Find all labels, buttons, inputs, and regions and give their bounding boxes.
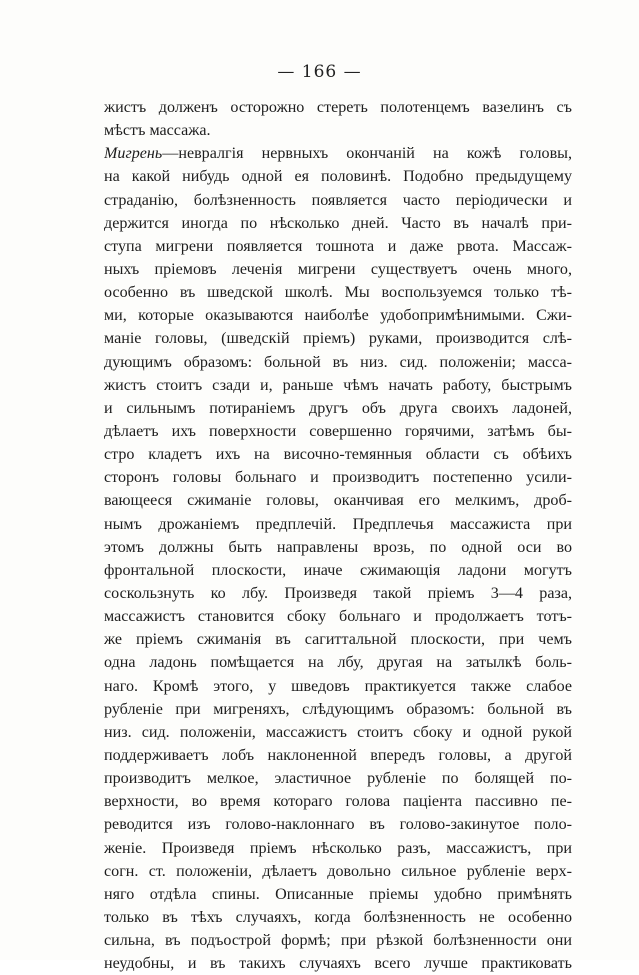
text-line: невралгія нервныхъ окончаній на кожѣ головы, [178, 145, 572, 163]
text-line: наго. Кромѣ этого, у шведовъ практикуется также слабое [104, 677, 572, 695]
text-line: на какой нибудь одной ея половинѣ. Подобно предыдущему [104, 168, 572, 186]
text-line: реводится изъ голово-наклоннаго въ голово-закинутое поло- [104, 816, 572, 834]
text-line: няго отдѣла спины. Описанные пріемы удобно примѣнять [104, 885, 572, 903]
term-dash: — [162, 145, 179, 163]
text-line: женіе. Произведя пріемъ нѣсколько разъ, массажистъ, при [104, 839, 572, 857]
text-line: дующимъ образомъ: больной въ низ. сид. положеніи; масса- [104, 353, 572, 371]
text-line: массажистъ становится сбоку больнаго и продолжаетъ тотъ- [104, 608, 572, 626]
text-line: нымъ дрожаніемъ предплечій. Предплечья массажиста при [104, 515, 572, 533]
text-line: ми, которые оказываются наиболѣе удобопримѣнимыми. Сжи- [104, 307, 572, 325]
text-line: вающееся сжиманіе головы, оканчивая его мелкимъ, дроб- [104, 492, 572, 510]
text-line: дѣлаетъ ихъ поверхности совершенно горячими, затѣмъ бы- [104, 422, 572, 440]
text-line: и сильнымъ потираніемъ другъ объ друга своихъ ладоней, [104, 399, 572, 417]
text-line-with-term [104, 142, 572, 165]
text-line: сторонъ головы больнаго и производитъ постепенно усили- [104, 469, 572, 487]
text-line: мѣстъ массажа. [104, 122, 211, 140]
text-line: рубленіе при мигреняхъ, слѣдующимъ образомъ: больной въ [104, 700, 572, 718]
text-line: поддерживаетъ лобъ наклоненной впередъ головы, а другой [104, 746, 572, 764]
text-line: этомъ должны быть направлены врозь, по одной оси во [104, 538, 572, 556]
body-text [104, 96, 572, 975]
text-line: производитъ мелкое, эластичное рубленіе по болящей по- [104, 770, 572, 788]
text-line: же пріемъ сжиманія въ сагиттальной плоскости, при чемъ [104, 631, 572, 649]
text-line: жистъ долженъ осторожно стереть полотенцемъ вазелинъ съ [104, 99, 572, 116]
text-line: низ. сид. положеніи, массажистъ стоитъ сбоку и одной рукой [104, 723, 572, 741]
text-line: неудобны, и въ такихъ случаяхъ всего лучше практиковать [104, 955, 572, 973]
page-number: — 166 — [277, 62, 362, 82]
text-line: согн. ст. положеніи, дѣлаетъ довольно сильное рубленіе верх- [104, 862, 572, 880]
text-line: соскользнуть ко лбу. Произведя такой пріемъ 3—4 раза, [104, 584, 572, 602]
text-line: одна ладонь помѣщается на лбу, другая на затылкѣ боль- [104, 654, 572, 672]
text-line: фронтальной плоскости, иначе сжимающія ладони могутъ [104, 561, 572, 579]
text-line: стро кладетъ ихъ на височно-темянныя области съ обѣихъ [104, 446, 572, 464]
text-line: маніе головы, (шведскій пріемъ) руками, производится слѣ- [104, 330, 572, 348]
text-line: страданію, болѣзненность появляется часто періодически и [104, 191, 572, 209]
text-line: держится иногда по нѣсколько дней. Часто въ началѣ при- [104, 214, 572, 232]
text-line: особенно въ шведской школѣ. Мы воспользуемся только тѣ- [104, 284, 572, 302]
text-line: ныхъ пріемовъ леченія мигрени существуетъ очень много, [104, 260, 572, 278]
text-line: верхности, во время котораго голова паціента пассивно пе- [104, 793, 572, 811]
text-line: только въ тѣхъ случаяхъ, когда болѣзненность не особенно [104, 908, 572, 926]
section-term: Мигрень [104, 145, 163, 163]
text-line: жистъ стоитъ сзади и, раньше чѣмъ начать работу, быстрымъ [104, 376, 572, 394]
text-line: ступа мигрени появляется тошнота и даже рвота. Массаж- [104, 237, 572, 255]
text-line: сильна, въ подъострой формѣ; при рѣзкой болѣзненности они [104, 932, 572, 950]
